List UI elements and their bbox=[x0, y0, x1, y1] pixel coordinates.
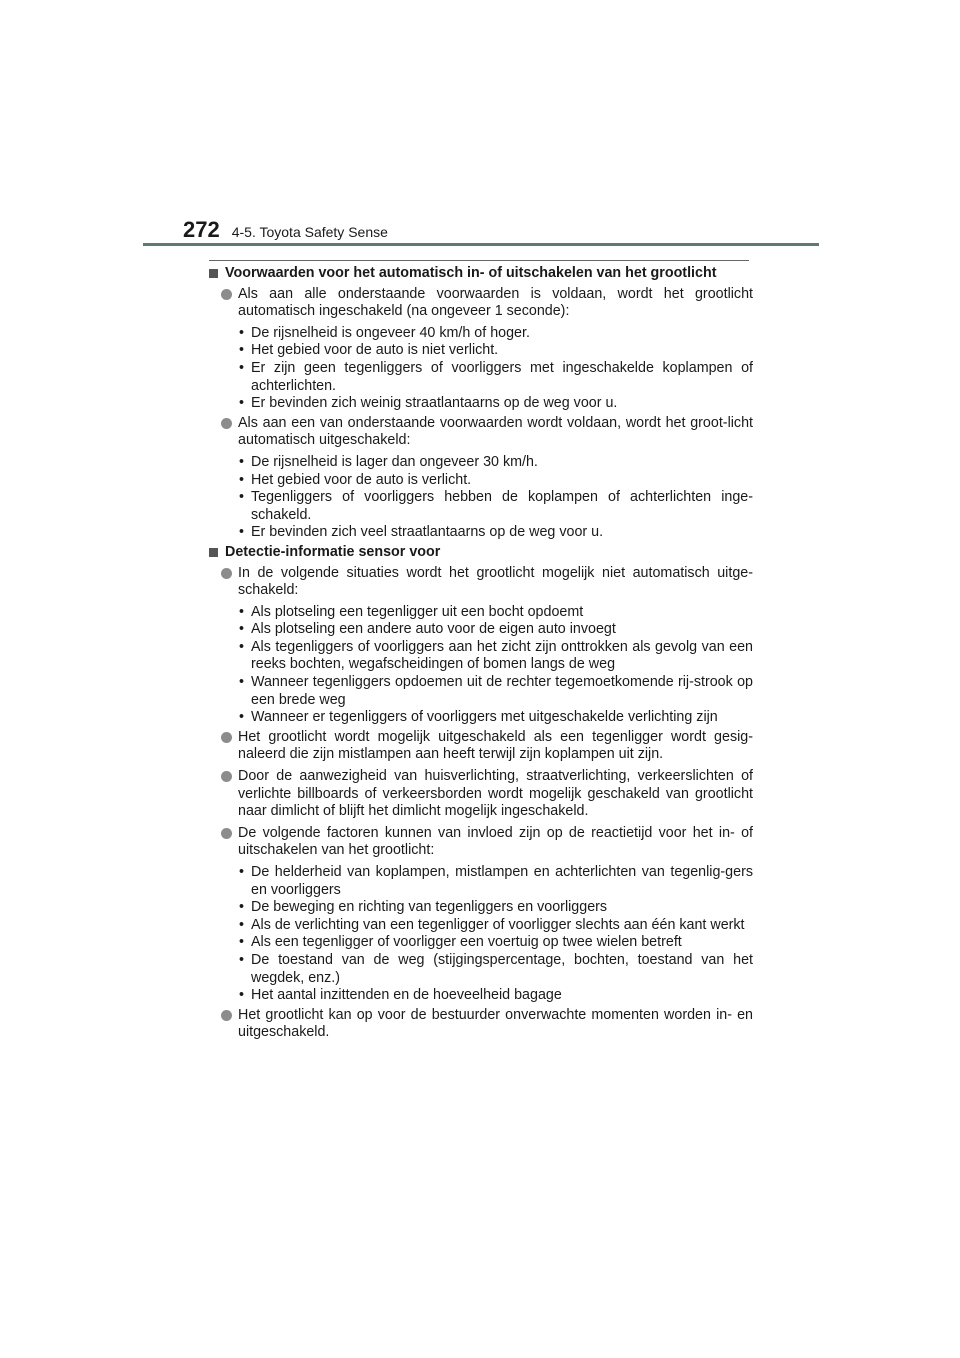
sub-list-item bbox=[209, 639, 753, 674]
section-title-text: Voorwaarden voor het automatisch in- of uitschakelen van het grootlicht bbox=[225, 265, 717, 281]
bullet-icon: • bbox=[239, 916, 245, 933]
bullet-icon: • bbox=[239, 453, 245, 470]
point bbox=[209, 825, 753, 860]
bullet-icon: • bbox=[239, 709, 245, 726]
sub-list-item bbox=[209, 987, 753, 1005]
circle-bullet-icon bbox=[221, 828, 232, 839]
sub-list-item bbox=[209, 472, 753, 490]
sub-list-text: Als tegenliggers of voorliggers aan het zicht zijn onttrokken als gevolg van een reeks bochten, wegafscheidingen of bomen langs de weg bbox=[251, 638, 753, 673]
sub-list-text: Als plotseling een tegenligger uit een bocht opdoemt bbox=[251, 603, 584, 620]
bullet-icon: • bbox=[239, 951, 245, 968]
sub-list-item bbox=[209, 395, 753, 413]
sub-list-text: Er bevinden zich veel straatlantaarns op de weg voor u. bbox=[251, 524, 604, 541]
point bbox=[209, 415, 753, 450]
bullet-icon: • bbox=[239, 471, 245, 488]
sub-list-item bbox=[209, 709, 753, 727]
square-bullet-icon bbox=[209, 548, 218, 557]
bullet-icon: • bbox=[239, 489, 245, 506]
section-title-text: Detectie-informatie sensor voor bbox=[225, 543, 441, 560]
sub-list-item bbox=[209, 524, 753, 542]
sub-list bbox=[209, 325, 753, 413]
sub-list-item bbox=[209, 899, 753, 917]
sub-list-text: Het aantal inzittenden en de hoeveelheid bagage bbox=[251, 987, 562, 1004]
circle-bullet-icon bbox=[221, 1010, 232, 1021]
sub-list-text: Er zijn geen tegenliggers of voorliggers met ingeschakelde koplampen of achterlichten. bbox=[251, 359, 753, 394]
sub-list-item bbox=[209, 489, 753, 524]
sub-list-text: Tegenliggers of voorliggers hebben de koplampen of achterlichten inge-schakeld. bbox=[251, 489, 753, 523]
sub-list-item bbox=[209, 952, 753, 987]
sub-list-text: Als een tegenligger of voorligger een voertuig op twee wielen betreft bbox=[251, 934, 682, 951]
circle-bullet-icon bbox=[221, 568, 232, 579]
page-number: 272 bbox=[183, 217, 220, 242]
bullet-icon: • bbox=[239, 899, 245, 916]
bullet-icon: • bbox=[239, 934, 245, 951]
sub-list bbox=[209, 454, 753, 542]
point-text: Het grootlicht wordt mogelijk uitgeschakeld als een tegenligger wordt gesig-naleerd die zijn mistlampen aan heeft terwijl zijn koplampen uit zijn. bbox=[238, 728, 753, 763]
sub-list-text: Wanneer er tegenliggers of voorliggers met uitgeschakelde verlichting zijn bbox=[251, 709, 718, 726]
sub-list-item bbox=[209, 917, 753, 935]
bullet-icon: • bbox=[239, 324, 245, 341]
point-text: Door de aanwezigheid van huisverlichting, straatverlichting, verkeerslichten of verlichte billboards of verkeersborden wordt mogelijk geschakeld van grootlicht naar dimlicht of blijft het dimlicht mogelijk ingeschakeld. bbox=[238, 768, 753, 820]
section-divider bbox=[209, 260, 749, 261]
sub-list-item bbox=[209, 342, 753, 360]
sub-list-item bbox=[209, 325, 753, 343]
sub-list-text: Het gebied voor de auto is niet verlicht. bbox=[251, 342, 499, 359]
circle-bullet-icon bbox=[221, 289, 232, 300]
bullet-icon: • bbox=[239, 395, 245, 412]
page-header bbox=[183, 217, 388, 243]
sub-list bbox=[209, 604, 753, 727]
point-text: Het grootlicht kan op voor de bestuurder onverwachte momenten worden in- en uitgeschakeld. bbox=[238, 1006, 753, 1041]
sub-list-item bbox=[209, 674, 753, 709]
sub-list-text: Er bevinden zich weinig straatlantaarns op de weg voor u. bbox=[251, 395, 618, 412]
bullet-icon: • bbox=[239, 621, 245, 638]
point-text: In de volgende situaties wordt het grootlicht mogelijk niet automatisch uitge-schakeld: bbox=[238, 564, 753, 599]
sub-list-item bbox=[209, 864, 753, 899]
sub-list-text: Als de verlichting van een tegenligger of voorligger slechts aan één kant werkt bbox=[251, 916, 745, 933]
point-text: Als aan alle onderstaande voorwaarden is voldaan, wordt het grootlicht automatisch ingeschakeld (na ongeveer 1 seconde): bbox=[238, 285, 753, 320]
sub-list-text: Wanneer tegenliggers opdoemen uit de rechter tegemoetkomende rij-strook op een brede weg bbox=[251, 674, 753, 708]
bullet-icon: • bbox=[239, 603, 245, 620]
sub-list-text: De rijsnelheid is ongeveer 40 km/h of hoger. bbox=[251, 324, 530, 341]
header-divider bbox=[143, 243, 819, 246]
chapter-title: 4-5. Toyota Safety Sense bbox=[231, 224, 388, 240]
bullet-icon: • bbox=[239, 638, 245, 655]
point bbox=[209, 286, 753, 321]
bullet-icon: • bbox=[239, 864, 245, 880]
bullet-icon: • bbox=[239, 342, 245, 359]
sub-list-item bbox=[209, 934, 753, 952]
sub-list-text: De helderheid van koplampen, mistlampen en achterlichten van tegenlig-gers en voorliggers bbox=[251, 864, 753, 898]
manual-content bbox=[209, 265, 753, 1046]
section-title bbox=[209, 544, 753, 562]
sub-list-text: De rijsnelheid is lager dan ongeveer 30 km/h. bbox=[251, 453, 538, 470]
circle-bullet-icon bbox=[221, 418, 232, 429]
point bbox=[209, 768, 753, 821]
bullet-icon: • bbox=[239, 359, 245, 376]
point bbox=[209, 729, 753, 764]
section-title bbox=[209, 265, 753, 283]
bullet-icon: • bbox=[239, 524, 245, 541]
sub-list-text: De toestand van de weg (stijgingspercentage, bochten, toestand van het wegdek, enz.) bbox=[251, 951, 753, 986]
sub-list-text: De beweging en richting van tegenliggers en voorliggers bbox=[251, 899, 608, 916]
bullet-icon: • bbox=[239, 674, 245, 691]
sub-list-item bbox=[209, 621, 753, 639]
sub-list bbox=[209, 864, 753, 1005]
point-text: Als aan een van onderstaande voorwaarden wordt voldaan, wordt het groot-licht automatisch uitgeschakeld: bbox=[238, 414, 753, 449]
circle-bullet-icon bbox=[221, 732, 232, 743]
point bbox=[209, 565, 753, 600]
circle-bullet-icon bbox=[221, 771, 232, 782]
square-bullet-icon bbox=[209, 269, 218, 278]
sub-list-text: Als plotseling een andere auto voor de eigen auto invoegt bbox=[251, 621, 616, 638]
point bbox=[209, 1007, 753, 1042]
bullet-icon: • bbox=[239, 987, 245, 1004]
sub-list-item bbox=[209, 360, 753, 395]
point-text: De volgende factoren kunnen van invloed zijn op de reactietijd voor het in- of uitschakelen van het grootlicht: bbox=[238, 824, 753, 859]
sub-list-text: Het gebied voor de auto is verlicht. bbox=[251, 471, 472, 488]
sub-list-item bbox=[209, 604, 753, 622]
sub-list-item bbox=[209, 454, 753, 472]
